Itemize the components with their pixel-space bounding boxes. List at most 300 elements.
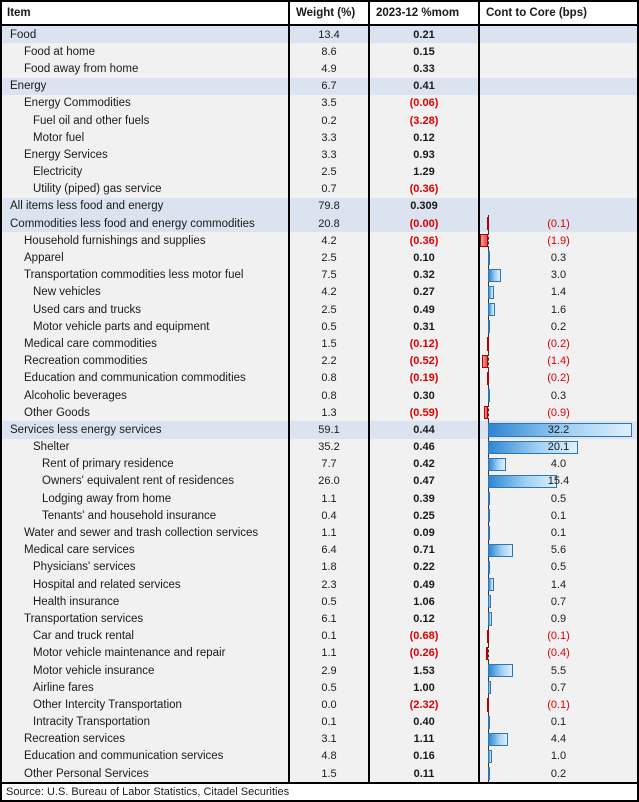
weight-cell: 2.9 xyxy=(288,662,368,679)
item-cell xyxy=(2,95,288,112)
mom-cell: (0.52) xyxy=(368,353,478,370)
contribution-value: 3.0 xyxy=(550,269,567,282)
contribution-value: 0.7 xyxy=(550,681,567,694)
item-cell xyxy=(2,645,288,662)
cont-to-core-cell xyxy=(478,696,637,713)
contribution-value: (1.9) xyxy=(547,234,570,247)
weight-cell: 0.5 xyxy=(288,318,368,335)
cont-to-core-cell xyxy=(478,318,637,335)
weight-cell: 6.7 xyxy=(288,78,368,95)
weight-cell: 7.5 xyxy=(288,267,368,284)
item-label: Energy Commodities xyxy=(24,97,131,110)
cont-to-core-cell xyxy=(478,593,637,610)
weight-cell: 4.8 xyxy=(288,748,368,765)
item-label: Education and communication services xyxy=(24,750,224,763)
cont-to-core-cell xyxy=(478,78,637,95)
mom-cell: 0.15 xyxy=(368,43,478,60)
mom-cell: 0.16 xyxy=(368,748,478,765)
table-row xyxy=(2,129,637,146)
mom-cell: 1.06 xyxy=(368,593,478,610)
item-cell xyxy=(2,146,288,163)
cont-to-core-cell xyxy=(478,370,637,387)
table-row xyxy=(2,267,637,284)
table-row xyxy=(2,335,637,352)
table-row xyxy=(2,232,637,249)
cont-to-core-cell xyxy=(478,387,637,404)
contribution-value: 1.6 xyxy=(550,303,567,316)
item-label: Energy xyxy=(10,80,47,93)
table-row xyxy=(2,439,637,456)
cont-to-core-cell xyxy=(478,439,637,456)
contribution-value: 0.5 xyxy=(550,561,567,574)
contribution-value: 0.1 xyxy=(550,509,567,522)
item-cell xyxy=(2,524,288,541)
cont-to-core-cell xyxy=(478,146,637,163)
item-label: Lodging away from home xyxy=(42,492,172,505)
item-label: Food away from home xyxy=(24,62,139,75)
cont-to-core-cell xyxy=(478,26,637,43)
mom-cell: 0.46 xyxy=(368,439,478,456)
weight-cell: 1.8 xyxy=(288,559,368,576)
item-cell xyxy=(2,696,288,713)
table-row xyxy=(2,301,637,318)
contribution-value: 0.5 xyxy=(550,492,567,505)
weight-cell: 7.7 xyxy=(288,456,368,473)
contribution-value: 0.2 xyxy=(550,320,567,333)
cont-to-core-cell xyxy=(478,748,637,765)
item-label: Other Personal Services xyxy=(24,767,149,780)
item-cell xyxy=(2,78,288,95)
contribution-value: (0.1) xyxy=(547,630,570,643)
item-label: Energy Services xyxy=(24,148,108,161)
item-label: Food xyxy=(10,28,37,41)
cont-to-core-cell xyxy=(478,662,637,679)
cont-to-core-cell xyxy=(478,284,637,301)
item-label: Electricity xyxy=(33,166,83,179)
item-label: Hospital and related services xyxy=(33,578,181,591)
cont-to-core-cell xyxy=(478,198,637,215)
mom-cell: 0.41 xyxy=(368,78,478,95)
cont-to-core-cell xyxy=(478,679,637,696)
item-cell xyxy=(2,679,288,696)
col-header-mom: 2023-12 %mom xyxy=(368,2,478,24)
mom-cell: 0.10 xyxy=(368,249,478,266)
item-cell xyxy=(2,748,288,765)
cont-to-core-cell xyxy=(478,215,637,232)
mom-cell: (2.32) xyxy=(368,696,478,713)
cont-to-core-cell xyxy=(478,576,637,593)
cont-to-core-cell xyxy=(478,456,637,473)
cont-to-core-cell xyxy=(478,181,637,198)
weight-cell: 1.5 xyxy=(288,765,368,782)
item-cell xyxy=(2,473,288,490)
item-label: Recreation services xyxy=(24,733,125,746)
item-cell xyxy=(2,353,288,370)
contribution-value: 4.0 xyxy=(550,458,567,471)
mom-cell: 0.09 xyxy=(368,524,478,541)
cont-to-core-cell xyxy=(478,507,637,524)
cont-to-core-cell xyxy=(478,112,637,129)
contribution-value: 32.2 xyxy=(547,423,570,436)
table-row xyxy=(2,60,637,77)
cont-to-core-cell xyxy=(478,249,637,266)
weight-cell: 3.3 xyxy=(288,146,368,163)
weight-cell: 2.3 xyxy=(288,576,368,593)
item-cell xyxy=(2,43,288,60)
cont-to-core-cell xyxy=(478,628,637,645)
weight-cell: 0.5 xyxy=(288,679,368,696)
weight-cell: 20.8 xyxy=(288,215,368,232)
weight-cell: 3.3 xyxy=(288,129,368,146)
table-row xyxy=(2,748,637,765)
contribution-value: 1.0 xyxy=(550,750,567,763)
item-cell xyxy=(2,421,288,438)
mom-cell: 1.29 xyxy=(368,164,478,181)
item-cell xyxy=(2,542,288,559)
cont-to-core-cell xyxy=(478,542,637,559)
weight-cell: 2.5 xyxy=(288,301,368,318)
mom-cell: (3.28) xyxy=(368,112,478,129)
weight-cell: 0.1 xyxy=(288,714,368,731)
table-row xyxy=(2,387,637,404)
table-row xyxy=(2,43,637,60)
contribution-value: (1.4) xyxy=(547,355,570,368)
table-body xyxy=(2,26,637,782)
weight-cell: 26.0 xyxy=(288,473,368,490)
contribution-value: 15.4 xyxy=(547,475,570,488)
contribution-value: (0.9) xyxy=(547,406,570,419)
item-cell xyxy=(2,249,288,266)
mom-cell: 0.32 xyxy=(368,267,478,284)
contribution-value: 5.6 xyxy=(550,544,567,557)
item-label: Water and sewer and trash collection services xyxy=(24,527,259,540)
item-cell xyxy=(2,507,288,524)
mom-cell: (0.68) xyxy=(368,628,478,645)
item-cell xyxy=(2,387,288,404)
item-cell xyxy=(2,129,288,146)
item-label: New vehicles xyxy=(33,286,101,299)
item-cell xyxy=(2,198,288,215)
cont-to-core-cell xyxy=(478,335,637,352)
contribution-value: (0.1) xyxy=(547,698,570,711)
weight-cell: 35.2 xyxy=(288,439,368,456)
item-cell xyxy=(2,267,288,284)
table-row xyxy=(2,181,637,198)
weight-cell: 4.2 xyxy=(288,284,368,301)
cont-to-core-cell xyxy=(478,60,637,77)
weight-cell: 2.2 xyxy=(288,353,368,370)
mom-cell: 0.30 xyxy=(368,387,478,404)
mom-cell: (0.12) xyxy=(368,335,478,352)
item-cell xyxy=(2,301,288,318)
mom-cell: (0.00) xyxy=(368,215,478,232)
contribution-value: 4.4 xyxy=(550,733,567,746)
contribution-value: 0.1 xyxy=(550,527,567,540)
table-row xyxy=(2,559,637,576)
item-label: Education and communication commodities xyxy=(24,372,246,385)
contribution-value: 0.3 xyxy=(550,252,567,265)
table-row xyxy=(2,473,637,490)
cont-to-core-cell xyxy=(478,404,637,421)
mom-cell: 1.53 xyxy=(368,662,478,679)
item-cell xyxy=(2,559,288,576)
mom-cell: (0.19) xyxy=(368,370,478,387)
table-row xyxy=(2,490,637,507)
table-row xyxy=(2,456,637,473)
contribution-value: (0.2) xyxy=(547,372,570,385)
cont-to-core-cell xyxy=(478,524,637,541)
item-cell xyxy=(2,610,288,627)
table-row xyxy=(2,765,637,782)
mom-cell: 0.21 xyxy=(368,26,478,43)
mom-cell: 0.44 xyxy=(368,421,478,438)
cont-to-core-cell xyxy=(478,714,637,731)
item-label: Rent of primary residence xyxy=(42,458,174,471)
item-cell xyxy=(2,284,288,301)
mom-cell: 0.25 xyxy=(368,507,478,524)
item-cell xyxy=(2,181,288,198)
item-label: Physicians' services xyxy=(33,561,136,574)
weight-cell: 4.9 xyxy=(288,60,368,77)
weight-cell: 0.8 xyxy=(288,387,368,404)
mom-cell: 0.93 xyxy=(368,146,478,163)
table-header xyxy=(2,2,637,26)
col-header-weight: Weight (%) xyxy=(288,2,368,24)
item-label: Medical care services xyxy=(24,544,135,557)
mom-cell: (0.36) xyxy=(368,181,478,198)
weight-cell: 4.2 xyxy=(288,232,368,249)
item-cell xyxy=(2,26,288,43)
cont-to-core-cell xyxy=(478,232,637,249)
table-row xyxy=(2,542,637,559)
item-label: Utility (piped) gas service xyxy=(33,183,162,196)
item-label: Tenants' and household insurance xyxy=(42,509,217,522)
table-row xyxy=(2,576,637,593)
item-cell xyxy=(2,335,288,352)
item-label: Motor fuel xyxy=(33,131,85,144)
weight-cell: 2.5 xyxy=(288,249,368,266)
mom-cell: 0.40 xyxy=(368,714,478,731)
weight-cell: 6.4 xyxy=(288,542,368,559)
item-label: Transportation commodities less motor fuel xyxy=(24,269,244,282)
item-cell xyxy=(2,731,288,748)
item-label: Alcoholic beverages xyxy=(24,389,127,402)
cont-to-core-cell xyxy=(478,731,637,748)
mom-cell: 0.27 xyxy=(368,284,478,301)
weight-cell: 1.3 xyxy=(288,404,368,421)
item-label: Owners' equivalent rent of residences xyxy=(42,475,235,488)
cont-to-core-cell xyxy=(478,490,637,507)
item-cell xyxy=(2,112,288,129)
weight-cell: 8.6 xyxy=(288,43,368,60)
item-label: Household furnishings and supplies xyxy=(24,234,206,247)
contribution-value: 20.1 xyxy=(547,441,570,454)
cont-to-core-cell xyxy=(478,129,637,146)
mom-cell: (0.06) xyxy=(368,95,478,112)
mom-cell: 1.11 xyxy=(368,731,478,748)
item-cell xyxy=(2,490,288,507)
weight-cell: 2.5 xyxy=(288,164,368,181)
cont-to-core-cell xyxy=(478,43,637,60)
col-header-item: Item xyxy=(2,2,288,24)
item-label: Services less energy services xyxy=(10,423,162,436)
item-label: Motor vehicle insurance xyxy=(33,664,155,677)
item-cell xyxy=(2,164,288,181)
mom-cell: (0.26) xyxy=(368,645,478,662)
weight-cell: 0.5 xyxy=(288,593,368,610)
weight-cell: 3.1 xyxy=(288,731,368,748)
contribution-value: 0.9 xyxy=(550,612,567,625)
item-label: Apparel xyxy=(24,252,64,265)
weight-cell: 13.4 xyxy=(288,26,368,43)
contribution-value: (0.1) xyxy=(547,217,570,230)
mom-cell: 0.42 xyxy=(368,456,478,473)
table-row xyxy=(2,164,637,181)
table-row xyxy=(2,662,637,679)
item-label: Health insurance xyxy=(33,595,120,608)
weight-cell: 0.2 xyxy=(288,112,368,129)
item-label: Used cars and trucks xyxy=(33,303,142,316)
weight-cell: 1.1 xyxy=(288,645,368,662)
table-row xyxy=(2,524,637,541)
table-row xyxy=(2,679,637,696)
table-row xyxy=(2,318,637,335)
item-cell xyxy=(2,576,288,593)
contribution-value: 1.4 xyxy=(550,578,567,591)
mom-cell: 0.47 xyxy=(368,473,478,490)
weight-cell: 0.8 xyxy=(288,370,368,387)
mom-cell: 0.11 xyxy=(368,765,478,782)
cont-to-core-cell xyxy=(478,421,637,438)
contribution-value: (0.2) xyxy=(547,337,570,350)
table-row xyxy=(2,731,637,748)
mom-cell: 0.31 xyxy=(368,318,478,335)
table-row xyxy=(2,353,637,370)
item-cell xyxy=(2,318,288,335)
item-label: Recreation commodities xyxy=(24,355,148,368)
table-row xyxy=(2,249,637,266)
item-label: Airline fares xyxy=(33,681,94,694)
contribution-value: 1.4 xyxy=(550,286,567,299)
contribution-value: (0.4) xyxy=(547,647,570,660)
table-row xyxy=(2,696,637,713)
table-row xyxy=(2,593,637,610)
item-cell xyxy=(2,765,288,782)
table-row xyxy=(2,95,637,112)
item-cell xyxy=(2,232,288,249)
item-cell xyxy=(2,593,288,610)
item-cell xyxy=(2,404,288,421)
item-label: Commodities less food and energy commodities xyxy=(10,217,255,230)
cont-to-core-cell xyxy=(478,301,637,318)
weight-cell: 59.1 xyxy=(288,421,368,438)
mom-cell: 0.309 xyxy=(368,198,478,215)
mom-cell: (0.59) xyxy=(368,404,478,421)
item-label: Intracity Transportation xyxy=(33,716,150,729)
item-cell xyxy=(2,456,288,473)
table-row xyxy=(2,198,637,215)
cont-to-core-cell xyxy=(478,473,637,490)
contribution-value: 0.1 xyxy=(550,716,567,729)
table-row xyxy=(2,404,637,421)
weight-cell: 1.5 xyxy=(288,335,368,352)
table-row xyxy=(2,645,637,662)
table-row xyxy=(2,78,637,95)
table-row xyxy=(2,146,637,163)
cont-to-core-cell xyxy=(478,765,637,782)
weight-cell: 79.8 xyxy=(288,198,368,215)
mom-cell: 0.12 xyxy=(368,129,478,146)
cont-to-core-cell xyxy=(478,645,637,662)
weight-cell: 3.5 xyxy=(288,95,368,112)
item-cell xyxy=(2,714,288,731)
item-cell xyxy=(2,439,288,456)
cont-to-core-cell xyxy=(478,610,637,627)
mom-cell: 0.71 xyxy=(368,542,478,559)
item-label: Fuel oil and other fuels xyxy=(33,114,150,127)
item-label: Transportation services xyxy=(24,612,144,625)
mom-cell: 0.39 xyxy=(368,490,478,507)
weight-cell: 1.1 xyxy=(288,524,368,541)
mom-cell: (0.36) xyxy=(368,232,478,249)
mom-cell: 1.00 xyxy=(368,679,478,696)
table-row xyxy=(2,610,637,627)
item-label: Food at home xyxy=(24,45,95,58)
table-row xyxy=(2,421,637,438)
weight-cell: 0.0 xyxy=(288,696,368,713)
table-row xyxy=(2,284,637,301)
weight-cell: 6.1 xyxy=(288,610,368,627)
mom-cell: 0.49 xyxy=(368,301,478,318)
cont-to-core-cell xyxy=(478,353,637,370)
source-note: Source: U.S. Bureau of Labor Statistics, Citadel Securities xyxy=(2,782,637,800)
item-cell xyxy=(2,662,288,679)
weight-cell: 0.1 xyxy=(288,628,368,645)
table-row xyxy=(2,26,637,43)
cont-to-core-cell xyxy=(478,559,637,576)
cont-to-core-cell xyxy=(478,95,637,112)
table-row xyxy=(2,112,637,129)
item-label: Car and truck rental xyxy=(33,630,134,643)
mom-cell: 0.49 xyxy=(368,576,478,593)
table-row xyxy=(2,507,637,524)
item-cell xyxy=(2,628,288,645)
item-cell xyxy=(2,370,288,387)
item-label: Motor vehicle maintenance and repair xyxy=(33,647,226,660)
mom-cell: 0.22 xyxy=(368,559,478,576)
mom-cell: 0.12 xyxy=(368,610,478,627)
item-label: Other Intercity Transportation xyxy=(33,698,182,711)
contribution-value: 0.7 xyxy=(550,595,567,608)
item-label: All items less food and energy xyxy=(10,200,164,213)
weight-cell: 0.7 xyxy=(288,181,368,198)
col-header-cont-to-core: Cont to Core (bps) xyxy=(478,2,637,24)
item-cell xyxy=(2,60,288,77)
item-label: Shelter xyxy=(33,441,70,454)
contribution-value: 0.2 xyxy=(550,767,567,780)
cont-to-core-cell xyxy=(478,164,637,181)
cont-to-core-cell xyxy=(478,267,637,284)
weight-cell: 1.1 xyxy=(288,490,368,507)
contribution-value: 0.3 xyxy=(550,389,567,402)
table-row xyxy=(2,215,637,232)
item-cell xyxy=(2,215,288,232)
table-row xyxy=(2,370,637,387)
item-label: Other Goods xyxy=(24,406,90,419)
contribution-value: 5.5 xyxy=(550,664,567,677)
mom-cell: 0.33 xyxy=(368,60,478,77)
item-label: Medical care commodities xyxy=(24,337,157,350)
